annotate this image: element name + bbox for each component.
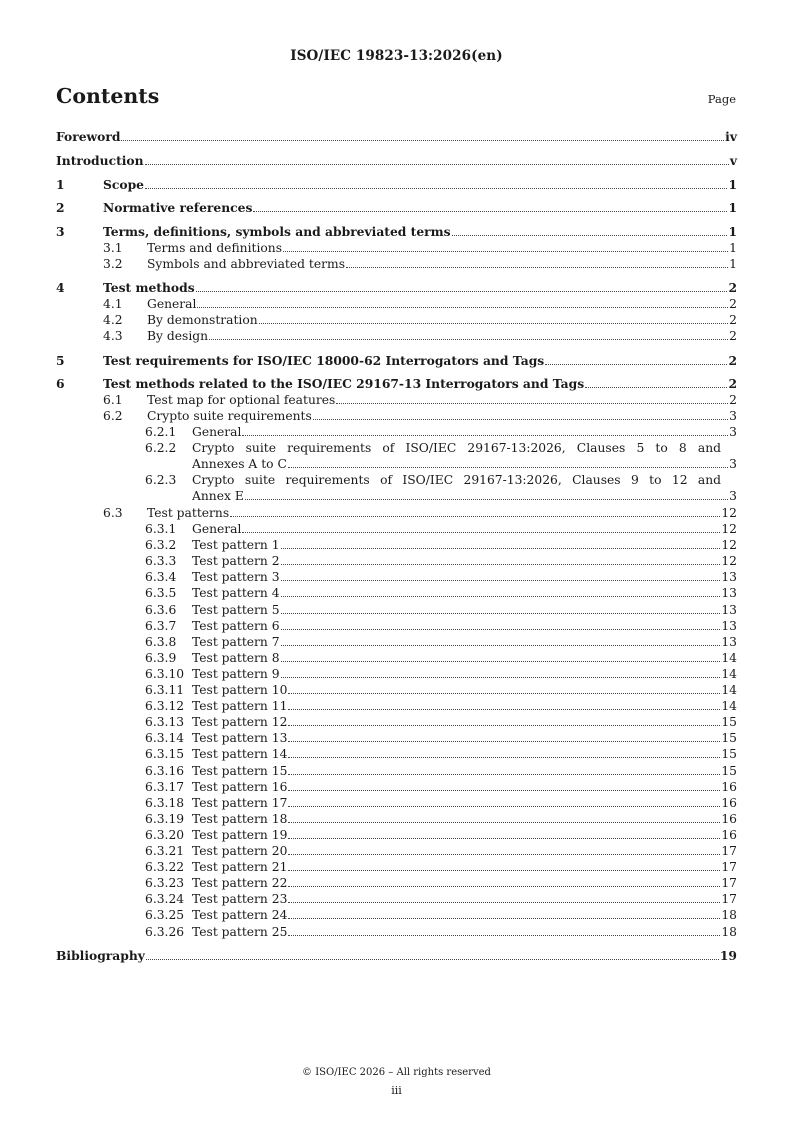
page-number: 16 (721, 780, 737, 794)
toc-entry-6-3-26[interactable] (145, 925, 737, 939)
section-number: 6.3.16 (145, 764, 185, 778)
toc-entry-2[interactable]: 2 Normative references 1 (56, 200, 737, 215)
leader-dots (288, 822, 720, 823)
page-number: 17 (721, 892, 737, 906)
toc-entry-6-2-2-line2: Annexes A to C 3 (192, 457, 737, 471)
leader-dots (121, 140, 724, 141)
toc-entry-4[interactable]: 4 Test methods 2 (56, 280, 737, 295)
section-title: Test pattern 24 (192, 908, 288, 922)
section-title: Test pattern 23 (192, 892, 288, 906)
section-number: 6.3.6 (145, 603, 177, 617)
section-number: 6.3.24 (145, 892, 185, 906)
page-number: 12 (721, 522, 737, 536)
toc-entry-6-2-1[interactable]: 6.2.1 General 3 (145, 425, 737, 439)
toc-entry-6-3-23[interactable] (145, 876, 737, 890)
toc-entry-6-3-2[interactable] (145, 538, 737, 552)
page-number: 18 (721, 908, 737, 922)
leader-dots (281, 645, 721, 646)
leader-dots (281, 677, 721, 678)
toc-entry-3-1[interactable]: 3.1 Terms and definitions 1 (103, 241, 737, 255)
page-number: 16 (721, 796, 737, 810)
section-title: Test pattern 4 (192, 586, 280, 600)
toc-entry-6-3-11[interactable] (145, 683, 737, 697)
page-number: 13 (721, 603, 737, 617)
toc-entry-6-2-3-line1: 6.2.3 Crypto suite requirements of ISO/IEC 29167-13:2026, Clauses 9 to 12 and (145, 473, 721, 487)
leader-dots (259, 323, 728, 324)
toc-entry-3-2[interactable]: 3.2 Symbols and abbreviated terms 1 (103, 257, 737, 271)
section-title: General (192, 522, 242, 536)
toc-entry-6-3-20[interactable] (145, 828, 737, 842)
leader-dots (288, 870, 720, 871)
leader-dots (281, 661, 721, 662)
leader-dots (281, 580, 721, 581)
section-title: Test pattern 22 (192, 876, 288, 890)
leader-dots (585, 387, 727, 388)
section-number: 6.3.5 (145, 586, 177, 600)
section-title: Test pattern 10 (192, 683, 288, 697)
leader-dots (281, 548, 721, 549)
page-number: 12 (721, 554, 737, 568)
section-number: 6.3.2 (145, 538, 177, 552)
page-number: 12 (721, 538, 737, 552)
toc-entry-6-3-5[interactable] (145, 586, 737, 600)
leader-dots (230, 516, 720, 517)
page-number: 15 (721, 747, 737, 761)
section-title: Test pattern 5 (192, 603, 280, 617)
toc-entry-6-3-18[interactable] (145, 796, 737, 810)
section-title: Test pattern 6 (192, 619, 280, 633)
page-column-label: Page (707, 92, 736, 106)
page-number: 14 (721, 651, 737, 665)
toc-entry-6-2-2-line1: 6.2.2 Crypto suite requirements of ISO/IEC 29167-13:2026, Clauses 5 to 8 and (145, 441, 721, 455)
leader-dots (145, 188, 727, 189)
page-number: 15 (721, 764, 737, 778)
section-number: 6.3.21 (145, 844, 185, 858)
section-title: Test pattern 25 (192, 925, 288, 939)
section-title: Test pattern 21 (192, 860, 288, 874)
toc-entry-6-3-9[interactable] (145, 651, 737, 665)
page-number: 14 (721, 667, 737, 681)
leader-dots (283, 251, 728, 252)
toc-entry-1[interactable]: 1 Scope 1 (56, 177, 737, 192)
toc-entry-6-3-22[interactable] (145, 860, 737, 874)
leader-dots (336, 403, 728, 404)
leader-dots (288, 774, 720, 775)
page-title: Contents (56, 84, 160, 108)
toc-entry-introduction[interactable]: Introduction v (56, 153, 737, 168)
page-number: 18 (721, 925, 737, 939)
section-number: 6.3.14 (145, 731, 185, 745)
section-number: 6.3.9 (145, 651, 177, 665)
page-number: 15 (721, 731, 737, 745)
leader-dots (313, 419, 728, 420)
leader-dots (288, 757, 720, 758)
section-number: 6.3.19 (145, 812, 185, 826)
leader-dots (288, 741, 720, 742)
section-number: 6.3.3 (145, 554, 177, 568)
toc-entry-6-3-16[interactable] (145, 764, 737, 778)
section-number: 6.3.20 (145, 828, 185, 842)
section-title: Test pattern 8 (192, 651, 280, 665)
toc-entry-6[interactable]: 6 Test methods related to the ISO/IEC 29167-13 Interrogators and Tags 2 (56, 376, 737, 391)
section-title: Test pattern 14 (192, 747, 288, 761)
page-number: 14 (721, 683, 737, 697)
leader-dots (197, 307, 728, 308)
leader-dots (242, 435, 728, 436)
section-title: Test pattern 7 (192, 635, 280, 649)
leader-dots (288, 790, 720, 791)
leader-dots (288, 725, 720, 726)
section-number: 6.3.25 (145, 908, 185, 922)
toc-entry-4-2[interactable]: 4.2 By demonstration 2 (103, 313, 737, 327)
footer-page-number: iii (391, 1084, 402, 1097)
leader-dots (145, 164, 729, 165)
leader-dots (281, 596, 721, 597)
footer-copyright: © ISO/IEC 2026 – All rights reserved (302, 1067, 491, 1078)
section-number: 6.3.13 (145, 715, 185, 729)
page-number: 14 (721, 699, 737, 713)
toc-entry-6-3-10[interactable] (145, 667, 737, 681)
leader-dots (346, 267, 728, 268)
section-title: Test pattern 2 (192, 554, 280, 568)
document-id: ISO/IEC 19823-13:2026(en) (290, 48, 503, 64)
leader-dots (209, 339, 728, 340)
section-title: Test pattern 3 (192, 570, 280, 584)
toc-entry-4-3[interactable]: 4.3 By design 2 (103, 329, 737, 343)
section-number: 6.3.15 (145, 747, 185, 761)
section-number: 6.3.22 (145, 860, 185, 874)
leader-dots (281, 613, 721, 614)
section-number: 6.3.7 (145, 619, 177, 633)
section-number: 6.3.11 (145, 683, 185, 697)
toc-entry-4-1[interactable]: 4.1 General 2 (103, 297, 737, 311)
section-title: Test pattern 11 (192, 699, 288, 713)
toc-entry-6-3-6[interactable] (145, 603, 737, 617)
page-number: 17 (721, 876, 737, 890)
toc-entry-6-3-15[interactable] (145, 747, 737, 761)
toc-entry-6-3-8[interactable] (145, 635, 737, 649)
toc-entry-6-3-1[interactable] (145, 522, 737, 536)
leader-dots (288, 854, 720, 855)
page-number: 13 (721, 570, 737, 584)
toc-entry-6-3-24[interactable] (145, 892, 737, 906)
toc-entry-6-3-3[interactable] (145, 554, 737, 568)
section-number: 6.3.23 (145, 876, 185, 890)
section-number: 6.3.8 (145, 635, 177, 649)
leader-dots (288, 902, 720, 903)
section-number: 6.3.12 (145, 699, 185, 713)
leader-dots (288, 886, 720, 887)
page-number: 13 (721, 619, 737, 633)
toc-entry-bibliography[interactable]: Bibliography 19 (56, 948, 737, 963)
leader-dots (281, 564, 721, 565)
leader-dots (545, 364, 727, 365)
leader-dots (196, 291, 728, 292)
page-number: 15 (721, 715, 737, 729)
leader-dots (253, 211, 727, 212)
section-number: 6.3.18 (145, 796, 185, 810)
section-title: Test pattern 12 (192, 715, 288, 729)
section-number: 6.3.10 (145, 667, 185, 681)
section-number: 6.3.17 (145, 780, 185, 794)
section-title: Test pattern 17 (192, 796, 288, 810)
toc-entry-6-3-4[interactable] (145, 570, 737, 584)
section-title: Test pattern 18 (192, 812, 288, 826)
toc-entry-6-3-19[interactable] (145, 812, 737, 826)
toc-entry-5[interactable]: 5 Test requirements for ISO/IEC 18000-62 Interrogators and Tags 2 (56, 353, 737, 368)
toc-entry-6-3-13[interactable] (145, 715, 737, 729)
page-number: 16 (721, 828, 737, 842)
toc-entry-6-3[interactable]: 6.3 Test patterns 12 (103, 506, 737, 520)
section-title: Test pattern 15 (192, 764, 288, 778)
leader-dots (288, 918, 720, 919)
section-title: Test pattern 9 (192, 667, 280, 681)
leader-dots (288, 709, 720, 710)
section-title: Test pattern 1 (192, 538, 280, 552)
leader-dots (288, 806, 720, 807)
toc-entry-6-3-21[interactable] (145, 844, 737, 858)
leader-dots (242, 532, 720, 533)
section-number: 6.3.26 (145, 925, 185, 939)
section-title: Test pattern 16 (192, 780, 288, 794)
page-number: 13 (721, 586, 737, 600)
toc-entry-6-2-3-line2: Annex E 3 (192, 489, 737, 503)
section-title: Test pattern 20 (192, 844, 288, 858)
toc-entry-6-3-17[interactable] (145, 780, 737, 794)
section-title: Test pattern 19 (192, 828, 288, 842)
page-number: 17 (721, 860, 737, 874)
page-number: 17 (721, 844, 737, 858)
section-number: 6.3.4 (145, 570, 177, 584)
toc-entry-6-2[interactable]: 6.2 Crypto suite requirements 3 (103, 409, 737, 423)
section-number: 6.3.1 (145, 522, 177, 536)
leader-dots (288, 693, 720, 694)
page-number: 16 (721, 812, 737, 826)
section-title: Test pattern 13 (192, 731, 288, 745)
leader-dots (452, 235, 728, 236)
toc-entry-6-1[interactable]: 6.1 Test map for optional features 2 (103, 393, 737, 407)
leader-dots (288, 838, 720, 839)
leader-dots (245, 499, 728, 500)
leader-dots (281, 629, 721, 630)
leader-dots (146, 959, 719, 960)
toc-entry-6-3-12[interactable] (145, 699, 737, 713)
leader-dots (288, 935, 720, 936)
toc-entry-3[interactable]: 3 Terms, definitions, symbols and abbreviated terms 1 (56, 224, 737, 239)
page-number: 13 (721, 635, 737, 649)
toc-entry-6-3-25[interactable] (145, 908, 737, 922)
toc-entry-foreword[interactable]: Foreword iv (56, 129, 737, 144)
toc-entry-6-3-7[interactable] (145, 619, 737, 633)
leader-dots (288, 467, 728, 468)
toc-entry-6-3-14[interactable] (145, 731, 737, 745)
